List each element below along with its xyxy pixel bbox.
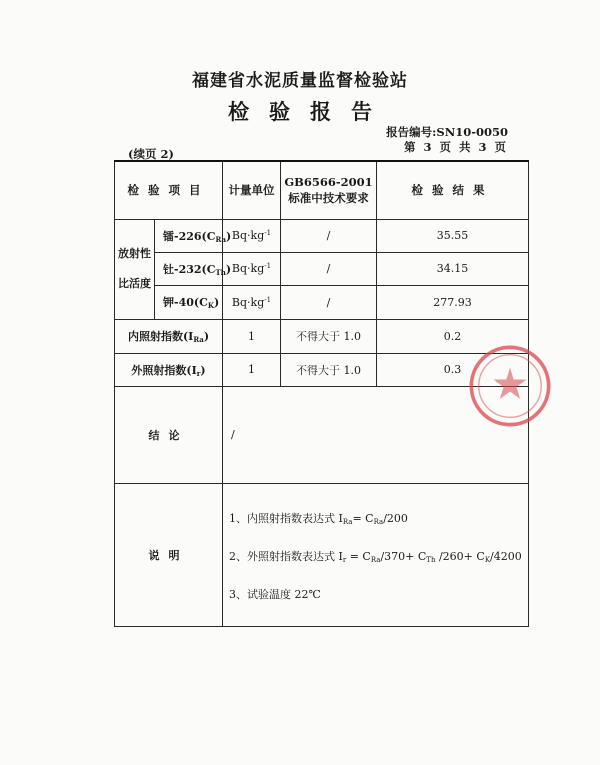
- item-name-sub: Ra: [193, 335, 204, 344]
- unit-cell: [223, 219, 281, 252]
- col-header-item: 检验项目: [115, 161, 223, 219]
- unit-cell: [223, 252, 281, 285]
- unit-sup: -1: [264, 262, 272, 270]
- unit-main: Bq·kg: [231, 295, 265, 309]
- requirement-cell: /: [281, 219, 377, 252]
- unit-cell: [223, 285, 281, 319]
- item-name-tail: ): [203, 330, 210, 343]
- col-header-unit: 计量单位: [223, 161, 281, 219]
- notes-row: [115, 483, 529, 626]
- requirement-cell: /: [281, 285, 377, 319]
- group-label-line1: 放射性: [118, 247, 151, 260]
- item-name: [115, 319, 223, 353]
- table-header-row: [115, 161, 529, 219]
- note-2: 2、外照射指数表达式 $I_r = C_{Ra}/370+ C_{Th}$ $/260+ C_K/4200$: [229, 549, 522, 564]
- report-number-value: SN10-0050: [436, 125, 508, 139]
- unit-main: 1: [248, 363, 255, 376]
- table-row: [115, 252, 529, 285]
- col-header-standard: [281, 161, 377, 219]
- item-name-sub: Th: [215, 267, 226, 277]
- requirement-cell: 不得大于 1.0: [281, 319, 377, 353]
- item-name-tail: ): [200, 363, 206, 377]
- requirement-cell: 不得大于 1.0: [281, 353, 377, 386]
- notes-label: 说明: [115, 483, 223, 626]
- unit-main: Bq·kg: [231, 262, 265, 275]
- unit-sup: -1: [264, 295, 272, 304]
- result-cell: 34.15: [377, 252, 529, 285]
- standard-requirement-label: 标准中技术要求: [288, 191, 369, 206]
- item-name-sub: Ra: [215, 234, 227, 244]
- item-name-main: 内照射指数(I: [127, 330, 194, 343]
- item-name: [155, 252, 232, 285]
- standard-code: GB6566-2001: [284, 175, 373, 190]
- item-name-main: 钾-40(C: [163, 296, 208, 309]
- requirement-cell: /: [281, 252, 377, 285]
- result-cell: 0.2: [377, 319, 529, 353]
- page-indicator: 第 3 页 共 3 页: [403, 140, 506, 154]
- table-row: [115, 285, 529, 319]
- unit-cell: [223, 319, 281, 353]
- conclusion-value: /: [223, 386, 529, 483]
- table-row: [115, 219, 529, 252]
- official-seal-icon: [464, 340, 556, 432]
- item-name-sub: K: [207, 301, 214, 310]
- unit-main: Bq·kg: [231, 229, 265, 242]
- item-name-tail: ): [225, 262, 232, 276]
- item-name-main: 外照射指数(I: [131, 363, 197, 377]
- item-name: [155, 219, 232, 252]
- result-cell: 0.3: [377, 353, 529, 386]
- item-name-tail: ): [226, 229, 232, 243]
- item-name-sub: r: [196, 368, 201, 378]
- unit-cell: [223, 353, 281, 386]
- item-name-tail: ): [213, 296, 220, 309]
- unit-sup: -1: [264, 229, 272, 237]
- result-cell: 277.93: [377, 285, 529, 319]
- unit-main: 1: [248, 329, 255, 343]
- note-3: 3、试验温度 22℃: [229, 587, 321, 601]
- continued-page-label: (续页 2): [128, 147, 174, 161]
- conclusion-label: 结论: [115, 386, 223, 483]
- item-name: [115, 353, 223, 386]
- item-name: [155, 285, 223, 319]
- item-name-main: 钍-232(C: [163, 262, 216, 276]
- report-number-label: 报告编号:: [386, 125, 437, 139]
- note-1: 1、内照射指数表达式 $I_{Ra}= C_{Ra}/200$: [229, 511, 408, 526]
- report-title: 检验报告: [228, 99, 392, 124]
- organization-name: 福建省水泥质量监督检验站: [192, 71, 408, 91]
- result-cell: 35.55: [377, 219, 529, 252]
- item-name-main: 镭-226(C: [163, 229, 216, 243]
- col-header-result: 检验结果: [377, 161, 529, 219]
- group-label-line2: 比活度: [118, 277, 151, 290]
- notes-cell: [223, 483, 529, 626]
- group-label-cell: [115, 219, 155, 319]
- report-number: [386, 124, 508, 140]
